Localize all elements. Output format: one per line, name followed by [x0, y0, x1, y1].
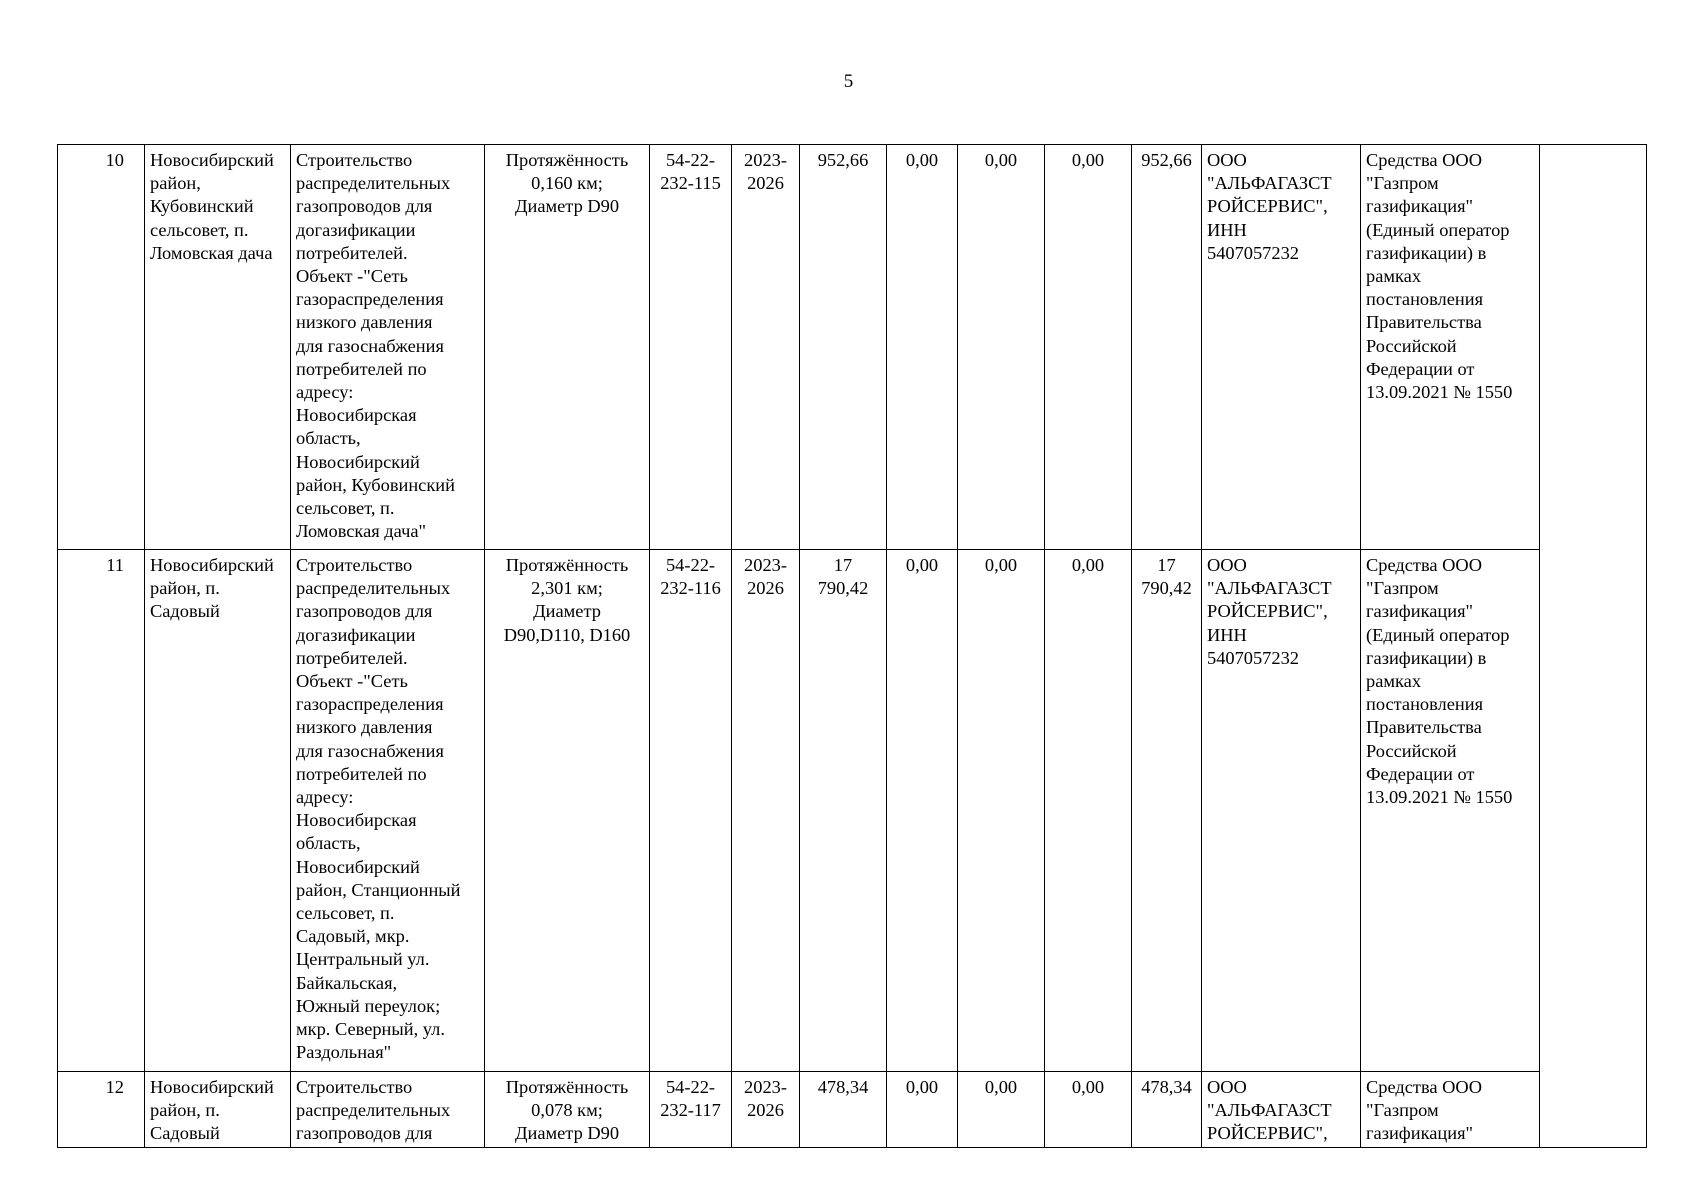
value-cell-4: 17 790,42: [1132, 550, 1202, 1072]
total-cost-cell: 17 790,42: [800, 550, 887, 1072]
value-cell-4: 952,66: [1132, 145, 1202, 550]
location-cell: Новосибирский район, п. Садовый: [145, 1072, 291, 1149]
period-cell: 2023- 2026: [732, 145, 800, 550]
table-row: [58, 550, 1648, 1072]
params-cell: Протяжённость 2,301 км; Диаметр D90,D110, D160: [485, 550, 650, 1072]
page-number: 5: [843, 71, 854, 92]
value-cell-1: 0,00: [887, 145, 958, 550]
description-cell: Строительство распределительных газопроводов для: [291, 1072, 485, 1149]
value-cell-3: 0,00: [1045, 145, 1132, 550]
value-cell-4: 478,34: [1132, 1072, 1202, 1149]
code-cell: 54-22- 232-116: [650, 550, 732, 1072]
organization-cell: ООО "АЛЬФАГАЗСТ РОЙСЕРВИС",: [1202, 1072, 1361, 1149]
table-row: [58, 1072, 1648, 1149]
note-cell: [1540, 550, 1648, 1072]
description-cell: Строительство распределительных газопроводов для догазификации потребителей. Объект -"Сеть газораспределения низкого давления для газоснабжения потребителей по адресу: Новосибирская область, Новосибирский район, Кубовинский сельсовет, п. Ломовская дача": [291, 145, 485, 550]
investment-table: [57, 144, 1647, 1148]
location-cell: Новосибирский район, п. Садовый: [145, 550, 291, 1072]
funding-source-cell: Средства ООО "Газпром газификация" (Единый оператор газификации) в рамках постановления Правительства Российской Федерации от 13.09.2021 № 1550: [1361, 550, 1540, 1072]
value-cell-3: 0,00: [1045, 1072, 1132, 1149]
period-cell: 2023- 2026: [732, 1072, 800, 1149]
params-cell: Протяжённость 0,078 км; Диаметр D90: [485, 1072, 650, 1149]
value-cell-1: 0,00: [887, 550, 958, 1072]
row-number: 10: [58, 145, 145, 550]
value-cell-2: 0,00: [958, 550, 1045, 1072]
total-cost-cell: 952,66: [800, 145, 887, 550]
table-row: [58, 145, 1648, 550]
note-cell: [1540, 1072, 1648, 1149]
funding-source-cell: Средства ООО "Газпром газификация" (Единый оператор газификации) в рамках постановления Правительства Российской Федерации от 13.09.2021 № 1550: [1361, 145, 1540, 550]
description-cell: Строительство распределительных газопроводов для догазификации потребителей. Объект -"Сеть газораспределения низкого давления для газоснабжения потребителей по адресу: Новосибирская область, Новосибирский район, Станционный сельсовет, п. Садовый, мкр. Центральный ул. Байкальская, Южный переулок; мкр. Северный, ул. Раздольная": [291, 550, 485, 1072]
total-cost-cell: 478,34: [800, 1072, 887, 1149]
value-cell-1: 0,00: [887, 1072, 958, 1149]
funding-source-cell: Средства ООО "Газпром газификация": [1361, 1072, 1540, 1149]
location-cell: Новосибирский район, Кубовинский сельсовет, п. Ломовская дача: [145, 145, 291, 550]
organization-cell: ООО "АЛЬФАГАЗСТ РОЙСЕРВИС", ИНН 5407057232: [1202, 145, 1361, 550]
row-number: 11: [58, 550, 145, 1072]
investment-table-sheet: [57, 144, 1647, 1148]
row-number: 12: [58, 1072, 145, 1149]
value-cell-2: 0,00: [958, 1072, 1045, 1149]
value-cell-3: 0,00: [1045, 550, 1132, 1072]
code-cell: 54-22- 232-115: [650, 145, 732, 550]
period-cell: 2023- 2026: [732, 550, 800, 1072]
note-cell: [1540, 145, 1648, 550]
value-cell-2: 0,00: [958, 145, 1045, 550]
code-cell: 54-22- 232-117: [650, 1072, 732, 1149]
organization-cell: ООО "АЛЬФАГАЗСТ РОЙСЕРВИС", ИНН 5407057232: [1202, 550, 1361, 1072]
params-cell: Протяжённость 0,160 км; Диаметр D90: [485, 145, 650, 550]
